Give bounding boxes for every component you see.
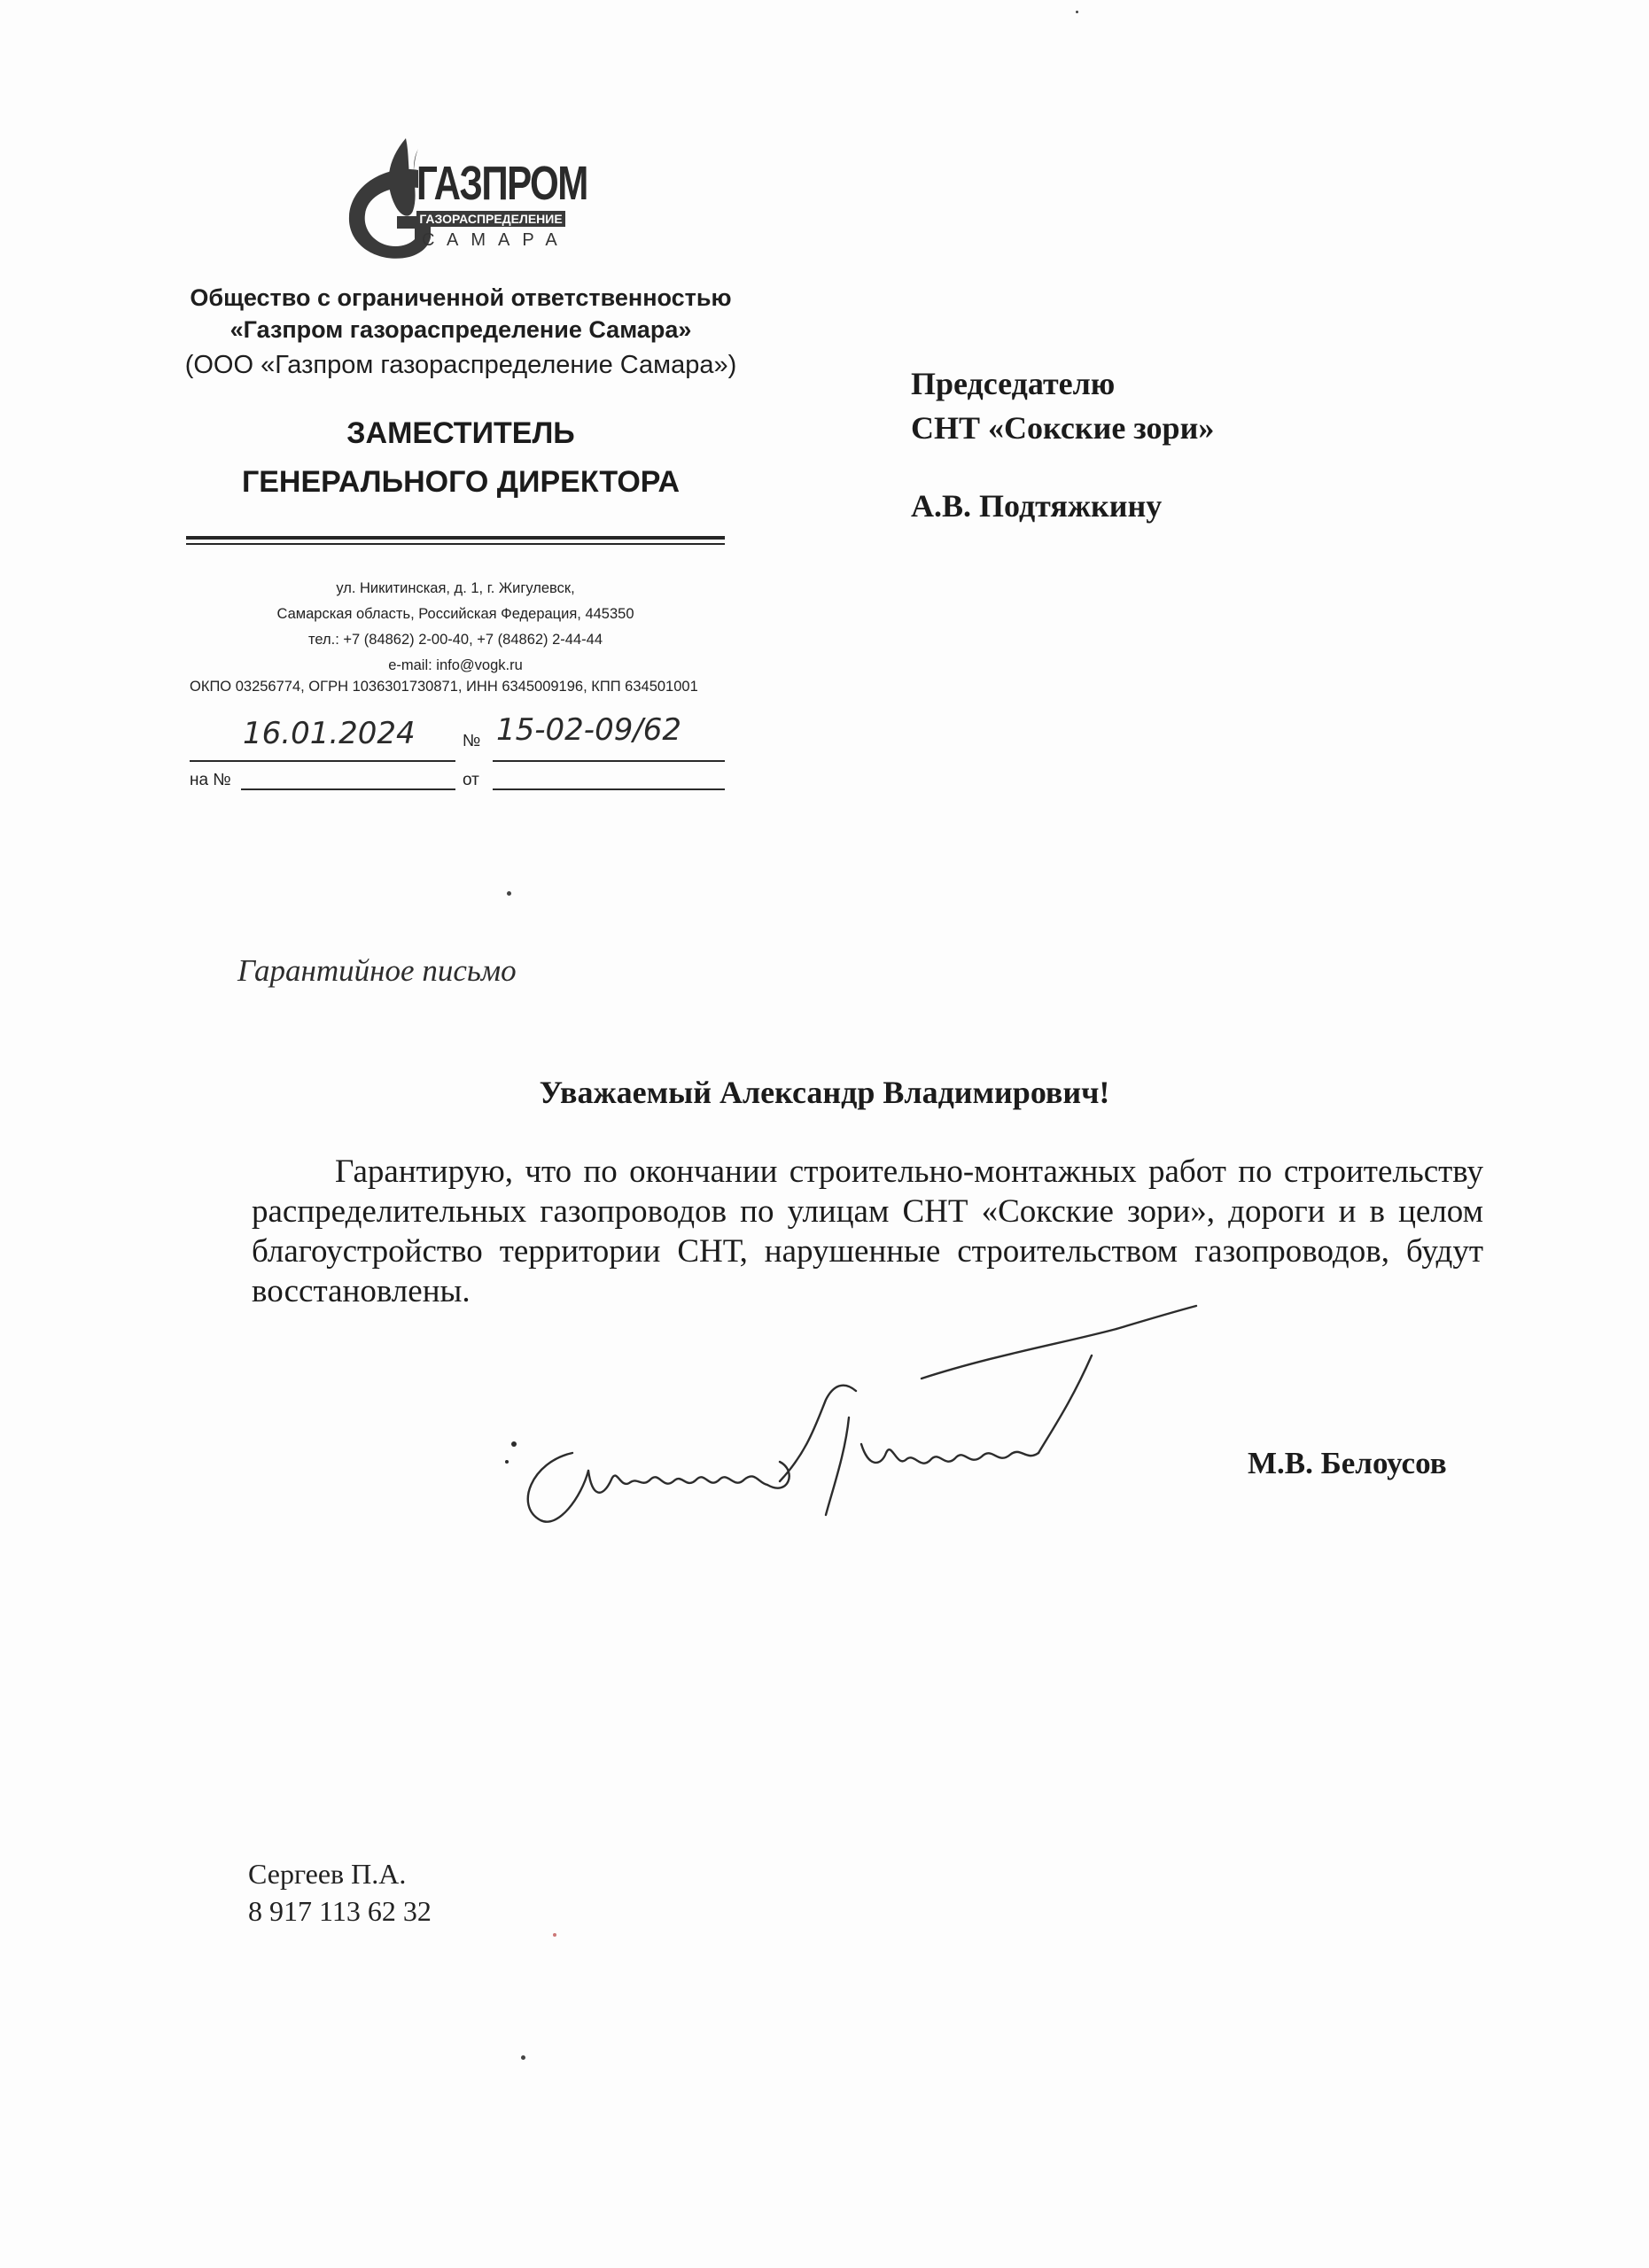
- logo-word: ГАЗПРОМ: [416, 157, 587, 210]
- executor-phone: 8 917 113 62 32: [248, 1895, 432, 1927]
- email: e-mail: info@vogk.ru: [388, 657, 523, 673]
- header-rule-thin: [186, 543, 725, 545]
- organization-short-name: (ООО «Газпром газораспределение Самара»): [184, 351, 737, 379]
- ref-number-label: на №: [190, 771, 231, 789]
- address-line-2: Самарская область, Российская Федерация, 445350: [276, 606, 634, 622]
- number-handwritten: 15-02-09/62: [496, 712, 682, 748]
- date-field: [190, 716, 455, 762]
- scan-speck: [1076, 11, 1078, 13]
- scan-speck: [553, 1933, 556, 1937]
- number-label: №: [463, 732, 481, 750]
- org-line-1: Общество с ограниченной ответственностью: [190, 284, 732, 311]
- executor-name: Сергеев П.А.: [248, 1858, 407, 1890]
- number-field: [493, 712, 725, 762]
- scan-speck: [521, 2055, 525, 2060]
- scan-speck: [507, 891, 511, 896]
- org-line-2: «Газпром газораспределение Самара»: [229, 316, 692, 343]
- addressee-block: [911, 361, 1214, 450]
- logo-band: ГАЗОРАСПРЕДЕЛЕНИЕ: [416, 211, 565, 227]
- signer-name: М.В. Белоусов: [1248, 1446, 1447, 1480]
- address-line-1: ул. Никитинская, д. 1, г. Жигулевск,: [336, 580, 575, 596]
- header-rule: [186, 536, 725, 540]
- letter-body: Гарантирую, что по окончании строительно-монтажных работ по строительству распределительных газопроводов по улицам СНТ «Сокские зори», дороги и в целом благоустройство территории СНТ, нарушенные строительством газопроводов, будут восстановлены.: [252, 1153, 1483, 1309]
- logo-text: [416, 156, 587, 253]
- logo-city: САМАРА: [422, 230, 570, 250]
- organization-name: [177, 282, 744, 346]
- executor-block: [248, 1855, 432, 1930]
- ref-number-field: [241, 769, 455, 790]
- date-handwritten: 16.01.2024: [243, 716, 416, 751]
- registry-codes: ОКПО 03256774, ОГРН 1036301730871, ИНН 6345009196, КПП 634501001: [190, 679, 698, 695]
- ref-from-label: от: [463, 771, 479, 789]
- position-line-2: ГЕНЕРАЛЬНОГО ДИРЕКТОРА: [241, 465, 681, 499]
- address-block: [186, 576, 725, 679]
- document-type: Гарантийное письмо: [237, 953, 517, 988]
- addressee-name: А.В. Подтяжкину: [911, 488, 1163, 524]
- handwritten-signature: [496, 1293, 1329, 1559]
- addressee-line-2: СНТ «Сокские зори»: [911, 410, 1215, 446]
- greeting: Уважаемый Александр Владимирович!: [539, 1075, 1110, 1110]
- addressee-line-1: Председателю: [911, 366, 1116, 401]
- position-line-1: ЗАМЕСТИТЕЛЬ: [346, 416, 575, 450]
- ref-date-field: [493, 769, 725, 790]
- phones: тел.: +7 (84862) 2-00-40, +7 (84862) 2-44-44: [308, 632, 603, 648]
